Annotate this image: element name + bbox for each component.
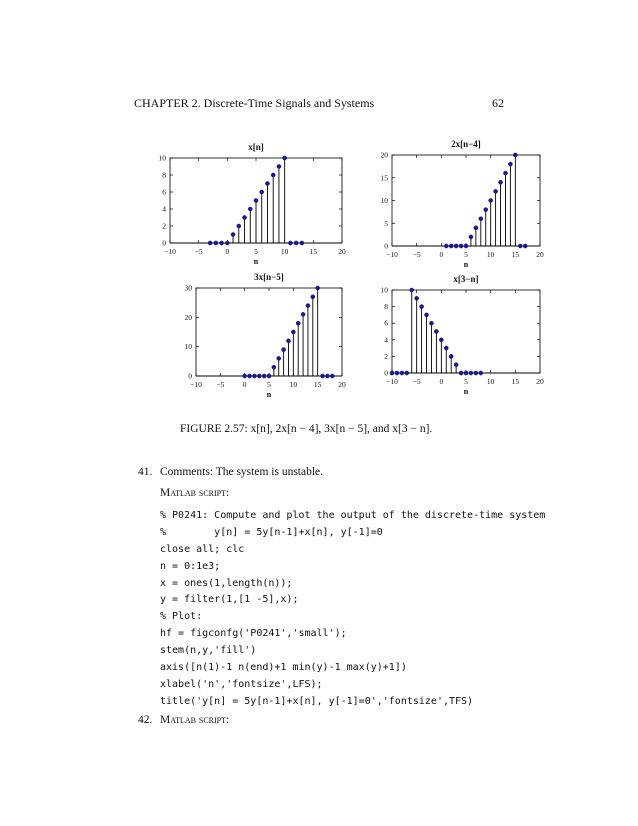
x-tick-label: 20 xyxy=(536,377,544,386)
y-tick-label: 6 xyxy=(384,318,388,328)
stem-marker xyxy=(523,244,527,248)
stem-marker xyxy=(395,371,399,375)
stem-marker xyxy=(459,244,463,248)
code-line: % Plot: xyxy=(160,611,203,623)
stem-marker xyxy=(214,241,218,245)
y-tick-label: 4 xyxy=(384,335,388,345)
matlab-code-block xyxy=(160,508,545,711)
stem-marker xyxy=(405,371,409,375)
stem-marker xyxy=(247,374,251,378)
y-tick-label: 15 xyxy=(380,173,388,183)
plot-frame xyxy=(392,290,540,373)
stem-marker xyxy=(415,296,419,300)
stem-marker xyxy=(420,305,424,309)
stem-marker xyxy=(286,339,290,343)
stem-marker xyxy=(237,224,241,228)
plot-title: x[n] xyxy=(248,142,264,152)
x-tick-label: 20 xyxy=(338,247,346,256)
stem-marker xyxy=(277,164,281,168)
x-tick-label: 0 xyxy=(225,247,230,256)
x-tick-label: 10 xyxy=(289,380,298,389)
x-tick-label: 15 xyxy=(313,380,322,389)
x-tick-label: 15 xyxy=(511,377,520,386)
stem-marker xyxy=(208,241,212,245)
stem-marker xyxy=(503,171,507,175)
stem-marker xyxy=(513,153,517,157)
code-line: x = ones(1,length(n)); xyxy=(160,577,293,589)
page-number: 62 xyxy=(492,96,504,110)
stem-marker xyxy=(282,348,286,352)
x-tick-label: −10 xyxy=(190,380,202,389)
plot-title: 2x[n−4] xyxy=(451,139,481,149)
x-tick-label: 5 xyxy=(464,250,468,259)
stem-marker xyxy=(320,374,324,378)
stem-marker xyxy=(390,371,394,375)
plot-frame xyxy=(392,155,540,246)
x-axis-label: n xyxy=(463,387,469,396)
stem-marker xyxy=(296,321,300,325)
stem-plot-x-n xyxy=(159,142,347,266)
stem-marker xyxy=(479,371,483,375)
stem-marker xyxy=(444,244,448,248)
code-line: title('y[n] = 5y[n-1]+x[n], y[-1]=0','fontsize',TFS) xyxy=(160,695,474,707)
item-41-script-label: Matlab script: xyxy=(160,487,230,499)
chapter-header: CHAPTER 2. Discrete-Time Signals and Systems xyxy=(134,96,375,110)
stem-marker xyxy=(283,156,287,160)
stem-marker xyxy=(330,374,334,378)
stem-marker xyxy=(325,374,329,378)
stem-marker xyxy=(429,321,433,325)
stem-marker xyxy=(424,313,428,317)
stem-marker xyxy=(464,371,468,375)
stem-marker xyxy=(498,180,502,184)
code-line: n = 0:1e3; xyxy=(160,560,221,572)
stem-marker xyxy=(469,235,473,239)
stem-marker xyxy=(267,374,271,378)
stem-marker xyxy=(459,371,463,375)
x-axis-label: n xyxy=(266,390,272,399)
stem-marker xyxy=(243,374,247,378)
y-tick-label: 8 xyxy=(384,302,388,312)
stem-marker xyxy=(444,346,448,350)
y-tick-label: 8 xyxy=(162,170,166,180)
stem-marker xyxy=(479,217,483,221)
item-42-number: 42. xyxy=(138,714,153,726)
stem-plot-x-3-n xyxy=(381,274,545,396)
y-tick-label: 10 xyxy=(158,153,166,163)
x-tick-label: 5 xyxy=(267,380,271,389)
stem-plot-2x-n-4 xyxy=(381,139,545,269)
y-tick-label: 0 xyxy=(162,238,166,248)
x-tick-label: 10 xyxy=(486,250,495,259)
stem-marker xyxy=(294,241,298,245)
code-line: % y[n] = 5y[n-1]+x[n], y[-1]=0 xyxy=(160,526,383,538)
stem-marker xyxy=(474,226,478,230)
x-tick-label: 10 xyxy=(486,377,495,386)
x-axis-label: n xyxy=(253,257,259,266)
stem-marker xyxy=(464,244,468,248)
y-tick-label: 0 xyxy=(384,368,388,378)
stem-marker xyxy=(220,241,224,245)
y-tick-label: 0 xyxy=(188,371,192,381)
item-41 xyxy=(138,466,323,478)
y-tick-label: 30 xyxy=(184,283,192,293)
x-tick-label: 15 xyxy=(511,250,520,259)
plot-title: 3x[n−5] xyxy=(254,272,284,282)
stem-marker xyxy=(288,241,292,245)
x-tick-label: −10 xyxy=(164,247,176,256)
figure-caption: FIGURE 2.57: x[n], 2x[n − 4], 3x[n − 5], and x[3 − n]. xyxy=(180,423,433,435)
stem-marker xyxy=(316,286,320,290)
stem-marker xyxy=(257,374,261,378)
stem-marker xyxy=(260,190,264,194)
y-tick-label: 2 xyxy=(162,221,166,231)
plot-title: x[3−n] xyxy=(453,274,479,284)
x-tick-label: 15 xyxy=(309,247,318,256)
stem-marker xyxy=(291,330,295,334)
stem-marker xyxy=(410,288,414,292)
stem-marker xyxy=(254,198,258,202)
stem-marker xyxy=(454,244,458,248)
stem-marker xyxy=(272,365,276,369)
x-tick-label: 20 xyxy=(536,250,544,259)
stem-marker xyxy=(311,295,315,299)
code-line: hf = figconfg('P0241','small'); xyxy=(160,628,347,640)
item-42 xyxy=(138,714,229,726)
x-tick-label: 0 xyxy=(439,250,444,259)
stem-marker xyxy=(518,244,522,248)
y-tick-label: 6 xyxy=(162,187,166,197)
x-tick-label: −10 xyxy=(386,250,398,259)
y-tick-label: 10 xyxy=(184,342,192,352)
stem-marker xyxy=(484,208,488,212)
stem-marker xyxy=(494,189,498,193)
x-tick-label: −5 xyxy=(412,250,421,259)
y-tick-label: 10 xyxy=(380,285,388,295)
stem-marker xyxy=(248,207,252,211)
stem-marker xyxy=(271,173,275,177)
x-tick-label: −5 xyxy=(216,380,225,389)
stem-marker xyxy=(454,363,458,367)
x-tick-label: 5 xyxy=(464,377,468,386)
stem-marker xyxy=(508,162,512,166)
code-line: % P0241: Compute and plot the output of the discrete-time system xyxy=(160,510,546,521)
y-tick-label: 20 xyxy=(184,312,192,322)
y-tick-label: 0 xyxy=(384,241,388,251)
stem-marker xyxy=(252,374,256,378)
x-tick-label: 0 xyxy=(242,380,247,389)
stem-marker xyxy=(439,338,443,342)
item-41-comment: Comments: The system is unstable. xyxy=(160,466,324,478)
stem-marker xyxy=(265,181,269,185)
stem-marker xyxy=(489,198,493,202)
plot-frame xyxy=(196,288,342,376)
stem-marker xyxy=(300,241,304,245)
code-line: stem(n,y,'fill') xyxy=(160,645,257,657)
stem-marker xyxy=(301,312,305,316)
stem-marker xyxy=(449,244,453,248)
stem-marker xyxy=(306,304,310,308)
stem-marker xyxy=(225,241,229,245)
x-tick-label: 0 xyxy=(439,377,444,386)
stem-marker xyxy=(242,215,246,219)
stem-plot-3x-n-5 xyxy=(185,272,347,399)
y-tick-label: 4 xyxy=(162,204,166,214)
stem-marker xyxy=(262,374,266,378)
x-tick-label: −5 xyxy=(412,377,421,386)
x-tick-label: 5 xyxy=(254,247,258,256)
y-tick-label: 10 xyxy=(380,196,388,205)
x-axis-label: n xyxy=(463,260,469,269)
x-tick-label: 10 xyxy=(280,247,289,256)
stem-marker xyxy=(231,232,235,236)
code-line: y = filter(1,[1 -5],x); xyxy=(160,594,299,606)
y-tick-label: 20 xyxy=(380,150,388,160)
stem-marker xyxy=(474,371,478,375)
code-line: xlabel('n','fontsize',LFS); xyxy=(160,678,323,690)
stem-marker xyxy=(469,371,473,375)
x-tick-label: 20 xyxy=(338,380,346,389)
y-tick-label: 5 xyxy=(384,218,388,228)
x-tick-label: −5 xyxy=(194,247,203,256)
stem-marker xyxy=(434,329,438,333)
item-41-number: 41. xyxy=(138,466,153,478)
stem-marker xyxy=(449,354,453,358)
stem-marker xyxy=(400,371,404,375)
code-line: axis([n(1)-1 n(end)+1 min(y)-1 max(y)+1]) xyxy=(160,662,407,674)
y-tick-label: 2 xyxy=(384,351,388,361)
x-tick-label: −10 xyxy=(386,377,398,386)
item-42-script-label: Matlab script: xyxy=(160,714,230,726)
code-line: close all; clc xyxy=(160,543,245,555)
stem-marker xyxy=(277,356,281,360)
